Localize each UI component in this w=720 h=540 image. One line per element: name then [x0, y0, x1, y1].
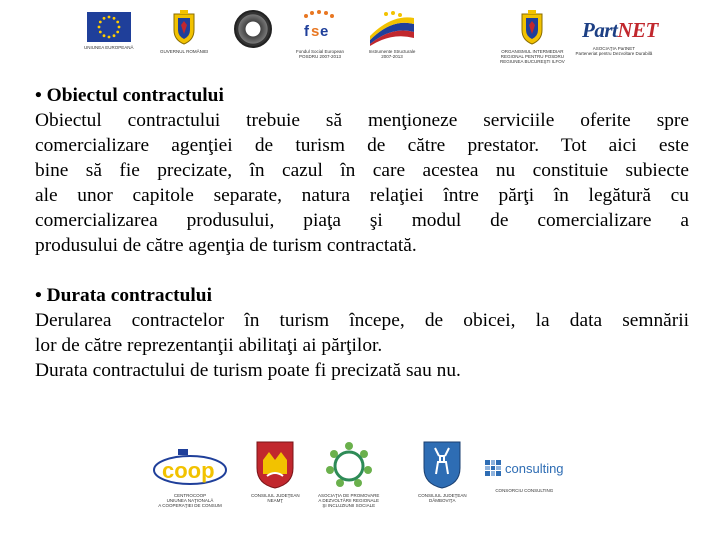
text-line: Durata contractului de turism poate fi precizată sau nu. [35, 360, 461, 381]
fse-logo [296, 10, 344, 59]
text-line: comercializare agenţiei de turism de către prestator. Tot aici este [35, 135, 689, 156]
eu-flag-icon [87, 12, 131, 42]
consulting-wordmark [485, 460, 564, 476]
coop-word: coop [162, 458, 215, 483]
consulting-word: consulting [505, 460, 564, 476]
government-caption: GUVERNUL ROMÂNIEI [160, 49, 209, 54]
dambovita-caption: CONSILIUL JUDEŢEAN DÂMBOVIŢA [418, 493, 467, 503]
dambovita-shield-icon [422, 440, 462, 490]
adrs-logo [318, 440, 379, 508]
centrocoop-caption: CENTROCOOP UNIUNEA NAŢIONALĂ A COOPERAŢIEI DE CONSUM [158, 493, 222, 508]
section-heading-duration: • Durata contractului [35, 285, 212, 306]
romania-crest-icon [171, 10, 197, 46]
slide-content [35, 83, 689, 383]
eu-logo [84, 12, 134, 50]
text-line: ale unor capitole separate, natura relaţiei între părţi în legătură cu [35, 185, 689, 206]
partnet-word-a: Part [582, 18, 618, 42]
svg-text:f: f [304, 23, 310, 40]
neamt-shield-icon [255, 440, 295, 490]
text-line: produsului de către agenţia de turism contractată. [35, 235, 417, 256]
centrocoop-logo [150, 446, 230, 508]
ministry-seal-logo [234, 10, 272, 48]
svg-text:e: e [320, 23, 329, 40]
consulting-logo [485, 446, 564, 493]
svg-text:s: s [311, 23, 320, 40]
structural-instruments-logo [366, 10, 418, 59]
adrs-caption: ASOCIAŢIA DE PROMOVARE A DEZVOLTĂRII REGIONALE ŞI INCLUZIUNII SOCIALE [318, 493, 380, 508]
people-ring-icon [322, 440, 376, 490]
structural-instruments-icon [366, 10, 418, 46]
fse-caption: Fondul Social European POSDRU 2007-2013 [296, 49, 345, 59]
section-heading-object: • Obiectul contractului [35, 85, 224, 106]
intermediate-body-logo [500, 10, 565, 64]
partnet-logo [570, 12, 658, 56]
fse-icon [296, 10, 344, 46]
coop-icon [150, 446, 230, 490]
eu-caption: UNIUNEA EUROPEANĂ [84, 45, 134, 50]
section-body-object [35, 108, 689, 258]
partnet-word-b: NET [617, 18, 658, 42]
neamt-caption: CONSILIUL JUDEŢEAN NEAMŢ [251, 493, 300, 503]
text-line: lor de către reprezentanţii abilitaţi ai părţilor. [35, 335, 383, 356]
consulting-caption: CONSORCIU CONSULTING [495, 488, 554, 493]
consulting-grid-icon [485, 460, 501, 476]
text-line: bine să fie precizate, în cazul în care acestea nu constituie subiecte [35, 160, 689, 181]
partnet-caption: ASOCIAŢIA PartNET Parteneriat pentru Dezvoltare Durabilă [575, 46, 653, 56]
section-body-duration [35, 308, 689, 383]
dambovita-council-logo [418, 440, 467, 503]
seal-icon [234, 10, 272, 48]
romania-crest-icon-2 [519, 10, 545, 46]
government-logo [160, 10, 208, 54]
partnet-wordmark [570, 12, 658, 43]
intermediate-body-caption: ORGANISMUL INTERMEDIAR REGIONAL PENTRU POSDRU REGIUNEA BUCUREŞTI ILFOV [500, 49, 565, 64]
text-line: Obiectul contractului trebuie să menţioneze serviciile oferite spre [35, 110, 689, 131]
text-line: Derularea contractelor în turism începe, de obicei, la data semnării [35, 310, 689, 331]
neamt-council-logo [251, 440, 300, 503]
structural-caption: Instrumente Structurale 2007-2013 [368, 49, 416, 59]
text-line: comercializarea produsului, piaţa şi modul de comercializare a [35, 210, 689, 231]
